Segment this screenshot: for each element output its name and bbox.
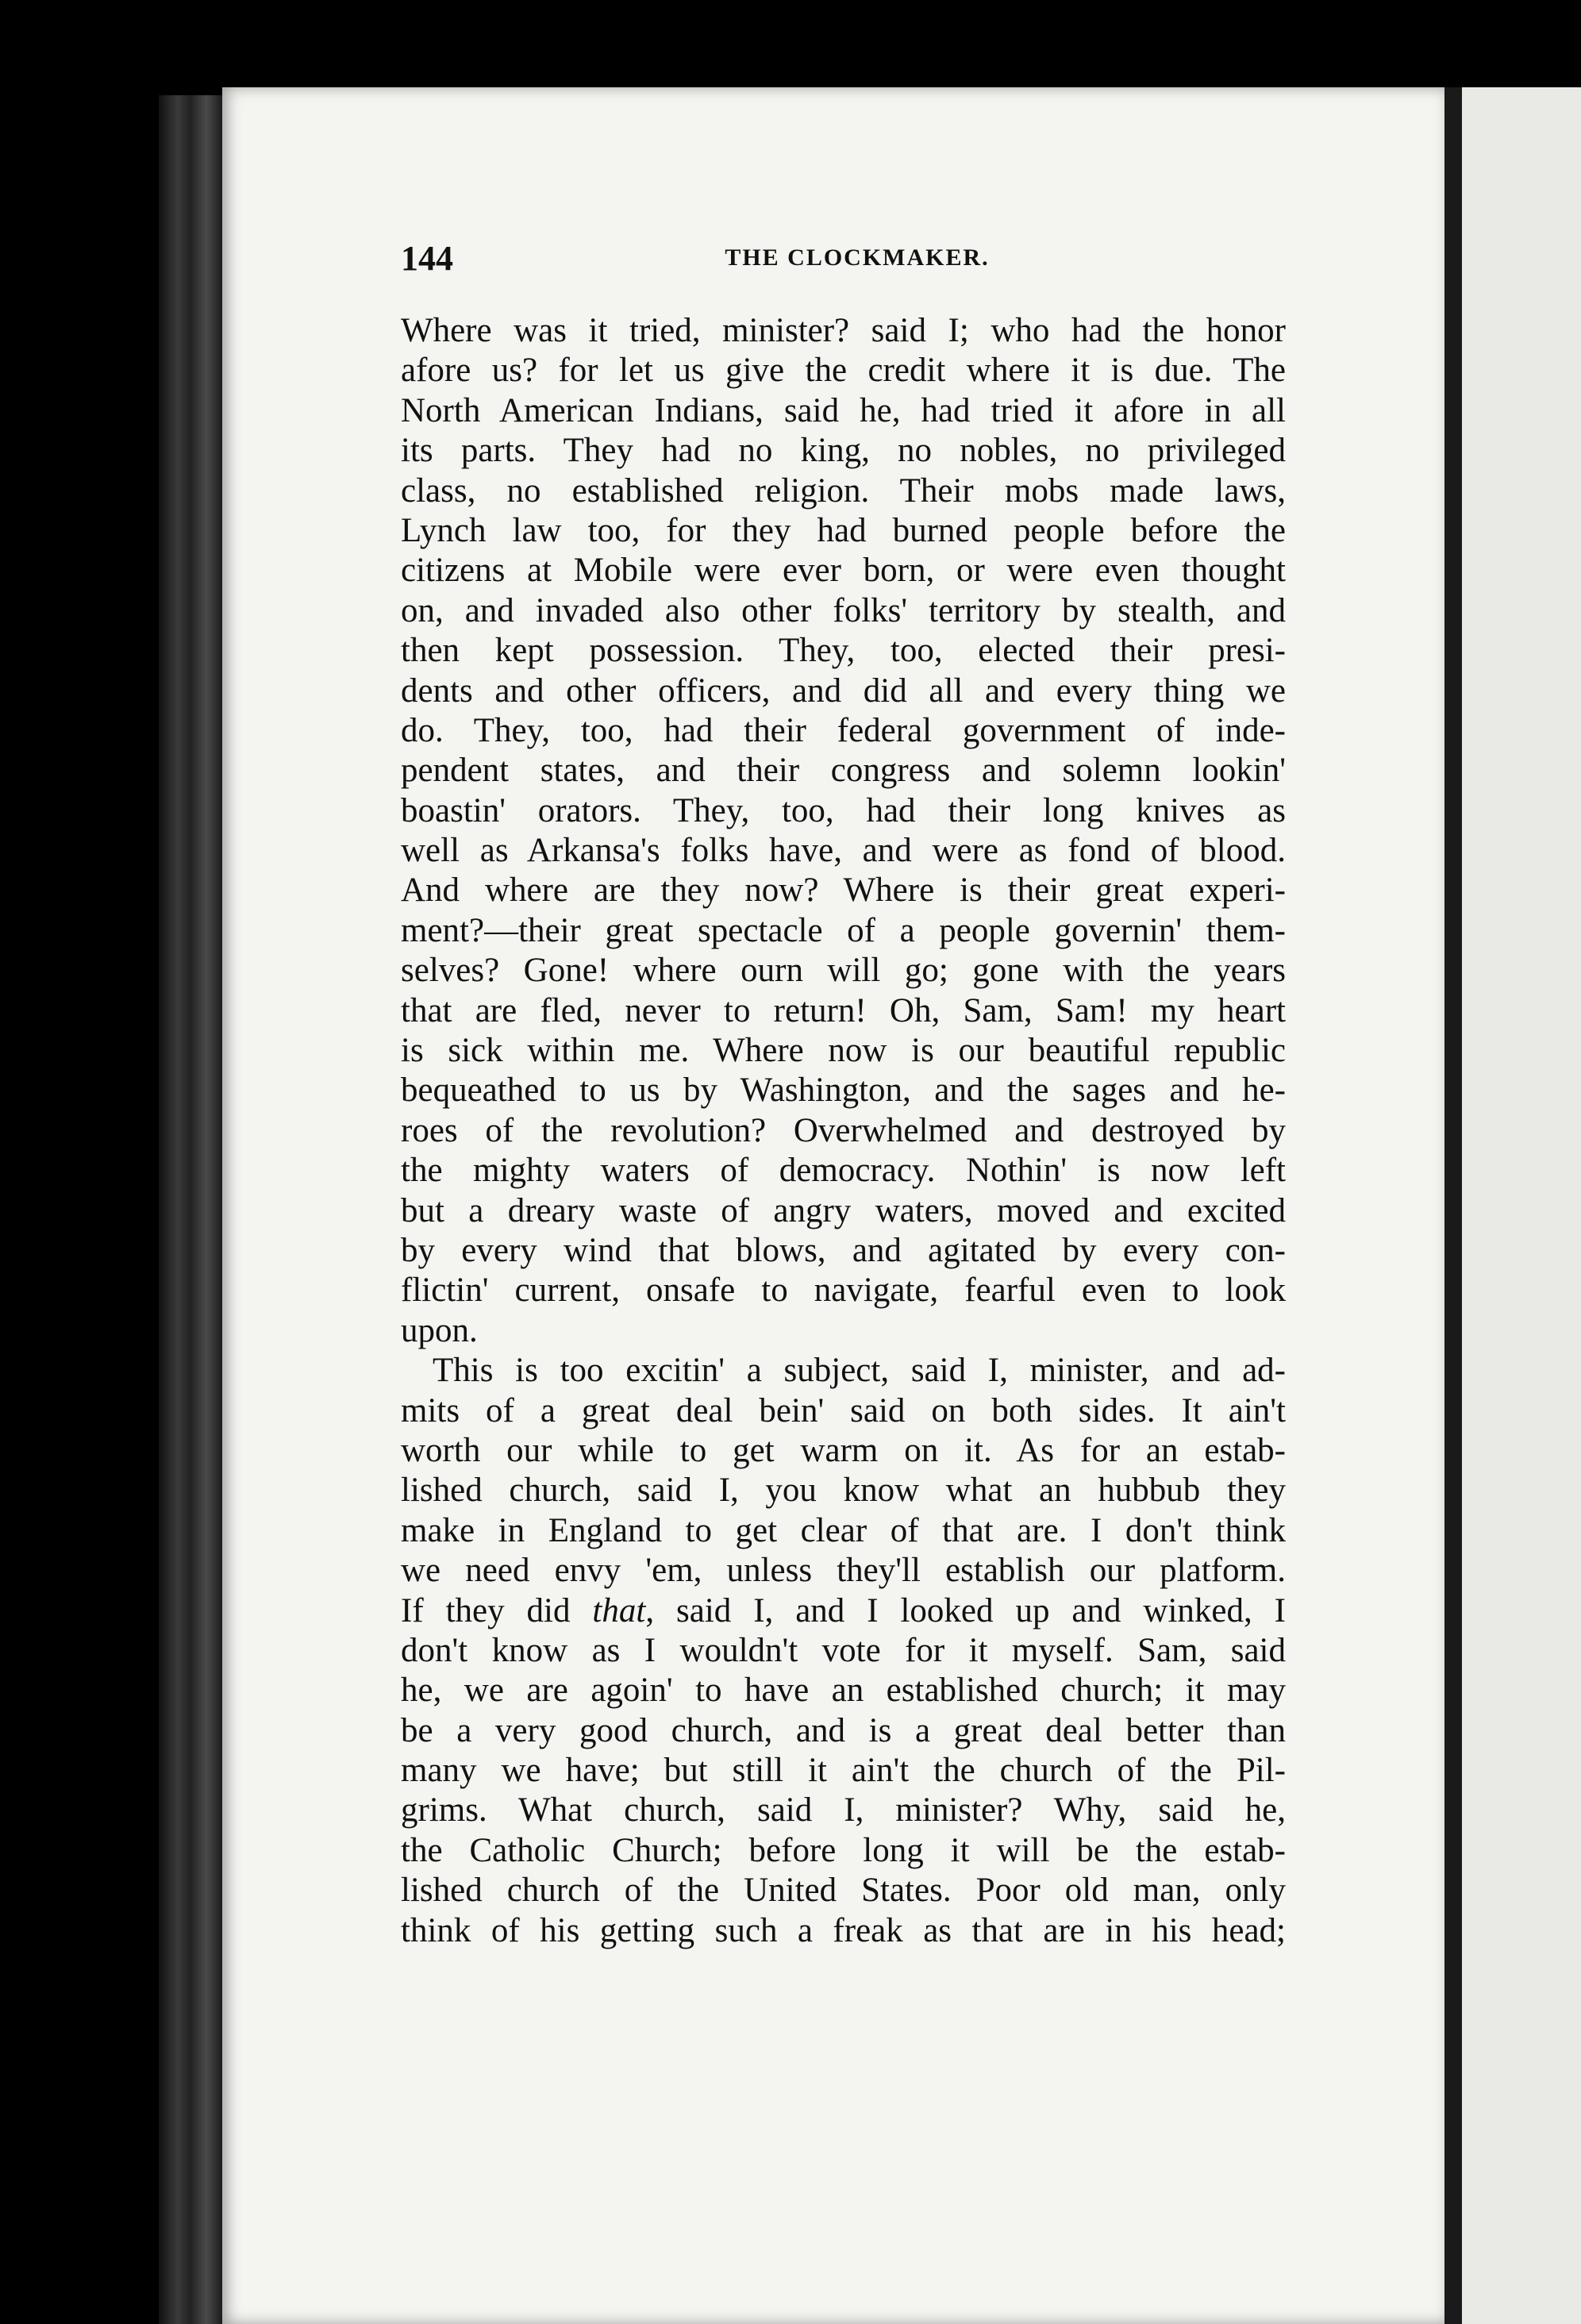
book-binding	[1444, 87, 1462, 2324]
text-line: think of his getting such a freak as that are in his head;	[401, 1911, 1286, 1949]
text-line: he, we are agoin' to have an established church; it may	[401, 1672, 1286, 1710]
text-line: do. They, too, had their federal government of inde-	[401, 711, 1286, 749]
text-segment: , said I, and I looked up and winked, I	[645, 1591, 1286, 1629]
text-line: many we have; but still it ain't the church of the Pil-	[401, 1752, 1286, 1790]
page-stack-edge	[159, 95, 222, 2324]
text-line: we need envy 'em, unless they'll establish our platform.	[401, 1552, 1286, 1590]
page-header	[401, 238, 1314, 286]
text-line: on, and invaded also other folks' territory by stealth, and	[401, 591, 1286, 629]
text-line: mits of a great deal bein' said on both sides. It ain't	[401, 1391, 1286, 1429]
text-line: boastin' orators. They, too, had their long knives as	[401, 791, 1286, 829]
text-line: make in England to get clear of that are. I don't think	[401, 1511, 1286, 1549]
page-number: 144	[401, 239, 453, 278]
text-line: selves? Gone! where ourn will go; gone with the years	[401, 952, 1286, 990]
text-line: citizens at Mobile were ever born, or were even thought	[401, 552, 1286, 590]
text-line: lished church, said I, you know what an hubbub they	[401, 1472, 1286, 1510]
text-line: that are fled, never to return! Oh, Sam, Sam! my heart	[401, 991, 1286, 1029]
text-line: grims. What church, said I, minister? Why, said he,	[401, 1791, 1286, 1830]
text-line: the Catholic Church; before long it will be the estab-	[401, 1831, 1286, 1869]
text-line: but a dreary waste of angry waters, moved and excited	[401, 1191, 1286, 1229]
body-text	[401, 311, 1286, 1951]
text-line: the mighty waters of democracy. Nothin' is now left	[401, 1152, 1286, 1190]
text-line: upon.	[401, 1311, 478, 1349]
text-line: And where are they now? Where is their great experi-	[401, 872, 1286, 910]
text-line: dents and other officers, and did all and every thing we	[401, 671, 1286, 710]
running-head: THE CLOCKMAKER.	[725, 244, 990, 271]
italic-word: that	[592, 1591, 646, 1629]
text-line: flictin' current, onsafe to navigate, fearful even to look	[401, 1272, 1286, 1310]
paragraph-2	[401, 1351, 1286, 1951]
text-line: then kept possession. They, too, elected their presi-	[401, 632, 1286, 670]
text-segment: If they did	[401, 1591, 593, 1629]
text-line: is sick within me. Where now is our beautiful republic	[401, 1032, 1286, 1070]
text-line: pendent states, and their congress and solemn lookin'	[401, 752, 1286, 790]
text-line: lished church of the United States. Poor old man, only	[401, 1872, 1286, 1910]
text-line: Lynch law too, for they had burned people before the	[401, 511, 1286, 549]
text-line: its parts. They had no king, no nobles, no privileged	[401, 432, 1286, 470]
text-line: bequeathed to us by Washington, and the sages and he-	[401, 1072, 1286, 1110]
text-line: roes of the revolution? Overwhelmed and destroyed by	[401, 1111, 1286, 1149]
text-line: ment?—their great spectacle of a people governin' them-	[401, 911, 1286, 949]
text-line-with-italic	[401, 1591, 1286, 1631]
text-line: worth our while to get warm on it. As for an estab-	[401, 1431, 1286, 1469]
adjacent-page-edge	[1462, 87, 1581, 2324]
text-line: afore us? for let us give the credit where it is due. The	[401, 352, 1286, 390]
text-line: North American Indians, said he, had tried it afore in all	[401, 391, 1286, 429]
text-line: well as Arkansa's folks have, and were as fond of blood.	[401, 832, 1286, 870]
text-line: Where was it tried, minister? said I; who had the honor	[401, 312, 1286, 349]
text-line: don't know as I wouldn't vote for it myself. Sam, said	[401, 1631, 1286, 1669]
text-line: class, no established religion. Their mobs made laws,	[401, 471, 1286, 510]
text-line: be a very good church, and is a great deal better than	[401, 1711, 1286, 1749]
text-line: This is too excitin' a subject, said I, minister, and ad-	[433, 1352, 1286, 1390]
text-line: by every wind that blows, and agitated by every con-	[401, 1231, 1286, 1269]
paragraph-1	[401, 311, 1286, 1351]
